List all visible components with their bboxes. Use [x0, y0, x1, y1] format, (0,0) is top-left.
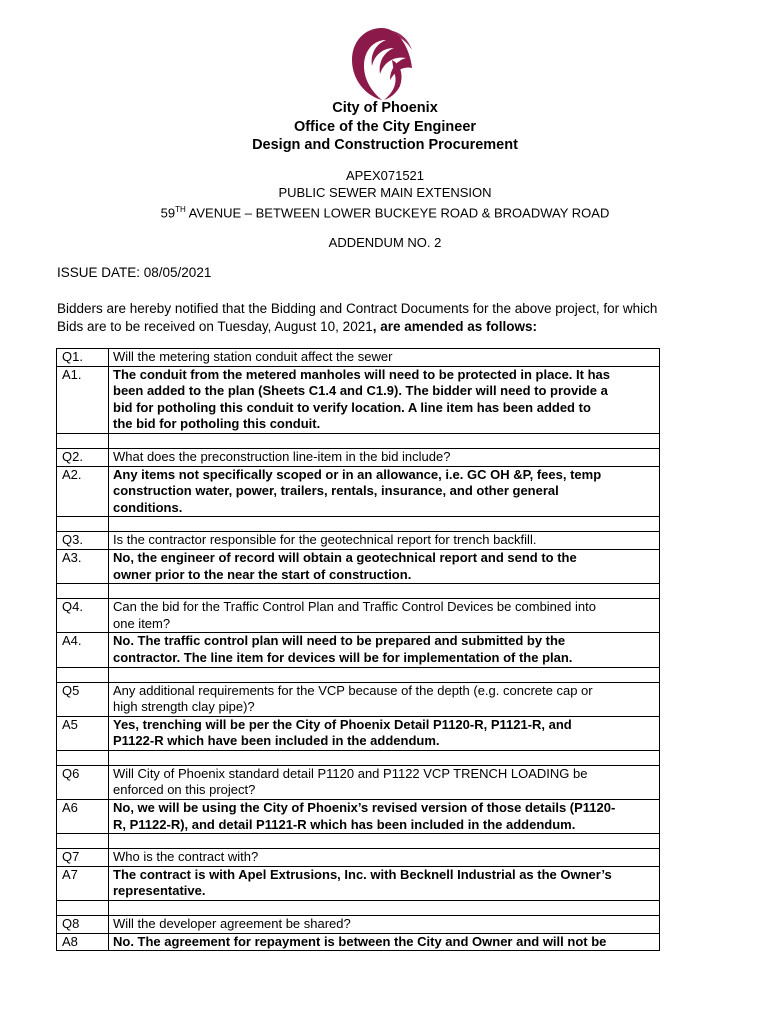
spacer-row [57, 433, 660, 448]
answer-text [109, 933, 660, 951]
answer-label: A3. [57, 549, 109, 583]
question-label: Q3. [57, 532, 109, 550]
spacer-row [57, 834, 660, 849]
answer-line: contractor. The line item for devices will be for implementation of the plan. [113, 649, 573, 665]
project-number: APEX071521 [345, 168, 425, 183]
answer-line: owner prior to the near the start of construction. [113, 566, 412, 582]
question-text [109, 599, 660, 633]
answer-text [109, 800, 660, 834]
question-row [57, 349, 660, 367]
project-name: PUBLIC SEWER MAIN EXTENSION [278, 185, 492, 200]
spacer-cell [109, 433, 660, 448]
answer-line: No. The agreement for repayment is between the City and Owner and will not be [113, 933, 607, 949]
spacer-cell [109, 667, 660, 682]
answer-line: Yes, trenching will be per the City of Phoenix Detail P1120-R, P1121-R, and [113, 716, 572, 732]
spacer-cell [57, 667, 109, 682]
spacer-cell [57, 584, 109, 599]
answer-line: been added to the plan (Sheets C1.4 and C1.9). The bidder will need to provide a [113, 383, 608, 399]
answer-row [57, 366, 660, 433]
question-line: Any additional requirements for the VCP because of the depth (e.g. concrete cap or [113, 682, 593, 698]
question-text [109, 849, 660, 867]
answer-label: A7 [57, 866, 109, 900]
spacer-cell [57, 901, 109, 916]
question-label: Q5 [57, 682, 109, 716]
addendum-number: ADDENDUM NO. 2 [328, 235, 442, 250]
answer-text [109, 866, 660, 900]
question-label: Q1. [57, 349, 109, 367]
question-line: Will City of Phoenix standard detail P1120 and P1122 VCP TRENCH LOADING be [113, 765, 588, 781]
answer-label: A8 [57, 933, 109, 951]
question-row [57, 916, 660, 934]
answer-text [109, 549, 660, 583]
answer-line: No. The traffic control plan will need to be prepared and submitted by the [113, 633, 566, 649]
spacer-cell [57, 517, 109, 532]
question-row [57, 849, 660, 867]
answer-label: A5 [57, 716, 109, 750]
answer-label: A6 [57, 800, 109, 834]
header-org [0, 99, 770, 155]
question-label: Q2. [57, 448, 109, 466]
answer-row [57, 633, 660, 667]
qa-table [56, 348, 660, 951]
spacer-cell [57, 433, 109, 448]
question-label: Q7 [57, 849, 109, 867]
question-label: Q4. [57, 599, 109, 633]
answer-row [57, 866, 660, 900]
answer-line: No, we will be using the City of Phoenix’s revised version of those details (P1120- [113, 800, 616, 816]
question-line: high strength clay pipe)? [113, 699, 255, 715]
answer-row [57, 549, 660, 583]
answer-row [57, 716, 660, 750]
org-line-1: City of Phoenix [332, 100, 438, 116]
question-row [57, 765, 660, 799]
answer-label: A2. [57, 466, 109, 517]
question-text [109, 448, 660, 466]
question-row [57, 682, 660, 716]
answer-text [109, 716, 660, 750]
answer-line: P1122-R which have been included in the addendum. [113, 733, 440, 749]
spacer-row [57, 584, 660, 599]
spacer-cell [57, 834, 109, 849]
question-text [109, 765, 660, 799]
answer-line: representative. [113, 883, 206, 899]
question-line: one item? [113, 615, 171, 631]
intro-paragraph [57, 300, 657, 336]
intro-line-2 [57, 318, 657, 336]
spacer-cell [109, 584, 660, 599]
spacer-row [57, 750, 660, 765]
question-row [57, 599, 660, 633]
question-line: What does the preconstruction line-item in the bid include? [113, 448, 451, 464]
answer-line: the bid for potholing this conduit. [113, 416, 321, 432]
question-line: Will the developer agreement be shared? [113, 916, 351, 932]
answer-line: The conduit from the metered manholes will need to be protected in place. It has [113, 366, 610, 382]
question-line: Can the bid for the Traffic Control Plan and Traffic Control Devices be combined into [113, 599, 596, 615]
org-line-3: Design and Construction Procurement [252, 137, 518, 153]
answer-line: R, P1122-R), and detail P1121-R which has been included in the addendum. [113, 816, 576, 832]
spacer-cell [109, 901, 660, 916]
answer-row [57, 933, 660, 951]
answer-row [57, 800, 660, 834]
answer-row [57, 466, 660, 517]
answer-text [109, 633, 660, 667]
question-row [57, 448, 660, 466]
question-line: Will the metering station conduit affect the sewer [113, 349, 393, 364]
answer-line: Any items not specifically scoped or in an allowance, i.e. GC OH &P, fees, temp [113, 466, 602, 482]
spacer-row [57, 901, 660, 916]
location-number: 59 [160, 205, 176, 221]
spacer-cell [57, 750, 109, 765]
question-text [109, 532, 660, 550]
intro-line-1: Bidders are hereby notified that the Bidding and Contract Documents for the above project, for which [57, 301, 658, 316]
question-text [109, 349, 660, 367]
intro-bid-date: Bids are to be received on Tuesday, August 10, 2021 [57, 319, 373, 334]
location-superscript: TH [175, 205, 186, 214]
answer-text [109, 466, 660, 517]
answer-text [109, 366, 660, 433]
question-text [109, 916, 660, 934]
question-line: enforced on this project? [113, 782, 256, 798]
answer-line: No, the engineer of record will obtain a geotechnical report and send to the [113, 549, 577, 565]
project-location [0, 201, 770, 221]
intro-amended: , are amended as follows: [372, 319, 538, 334]
header-project [0, 167, 770, 221]
answer-line: bid for potholing this conduit to verify location. A line item has been added to [113, 399, 591, 415]
answer-line: conditions. [113, 499, 183, 515]
spacer-cell [109, 517, 660, 532]
question-label: Q6 [57, 765, 109, 799]
issue-date: ISSUE DATE: 08/05/2021 [57, 265, 212, 280]
question-line: Is the contractor responsible for the geotechnical report for trench backfill. [113, 532, 537, 548]
answer-label: A1. [57, 366, 109, 433]
city-of-phoenix-logo [346, 24, 418, 102]
answer-label: A4. [57, 633, 109, 667]
org-line-2: Office of the City Engineer [293, 118, 477, 135]
question-row [57, 532, 660, 550]
question-line: Who is the contract with? [113, 849, 259, 865]
spacer-row [57, 517, 660, 532]
answer-line: The contract is with Apel Extrusions, Inc. with Becknell Industrial as the Owner’s [113, 866, 612, 882]
location-text: AVENUE – BETWEEN LOWER BUCKEYE ROAD & BROADWAY ROAD [185, 205, 610, 221]
question-text [109, 682, 660, 716]
spacer-row [57, 667, 660, 682]
spacer-cell [109, 834, 660, 849]
answer-line: construction water, power, trailers, rentals, insurance, and other general [113, 483, 559, 499]
qa-table-body [57, 349, 660, 951]
spacer-cell [109, 750, 660, 765]
question-label: Q8 [57, 916, 109, 934]
